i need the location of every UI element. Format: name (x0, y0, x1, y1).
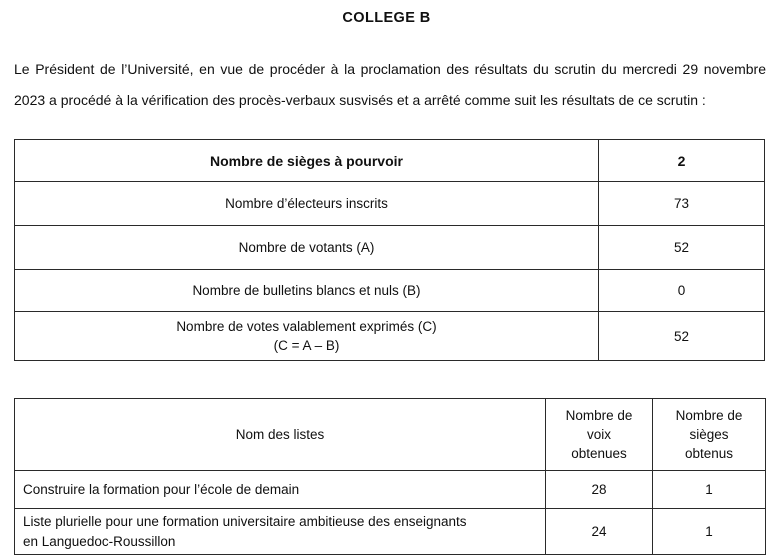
list-name-cell (15, 509, 546, 555)
lists-header-seats (653, 399, 766, 471)
table-row (15, 509, 766, 555)
table-row (15, 270, 765, 312)
results-value-voters: 52 (599, 226, 765, 270)
intro-paragraph (14, 54, 766, 116)
results-value-blank-null: 0 (599, 270, 765, 312)
lists-header-seats-line3: obtenus (684, 446, 734, 461)
lists-header-votes-line3: obtenues (571, 446, 627, 461)
list-seats-cell: 1 (653, 471, 766, 509)
table-row (15, 312, 765, 361)
list-votes-cell: 28 (546, 471, 653, 509)
table-row (15, 226, 765, 270)
lists-header-name: Nom des listes (15, 399, 546, 471)
table-row (15, 182, 765, 226)
list-name-cell (15, 471, 546, 509)
lists-header-votes (546, 399, 653, 471)
results-value-registered-voters: 73 (599, 182, 765, 226)
table-row (15, 140, 765, 182)
intro-line-1: Le Président de l’Université, en vue de procéder à la proclamation des résultats du scrutin du mercredi 29 novembre (14, 61, 766, 77)
lists-header-votes-line2: voix (586, 427, 611, 442)
results-label-valid-votes-formula: (C = A – B) (273, 338, 340, 353)
results-label-blank-null: Nombre de bulletins blancs et nuls (B) (15, 270, 599, 312)
list-name-line2: en Languedoc-Roussillon (23, 533, 176, 549)
results-label-valid-votes-main: Nombre de votes valablement exprimés (C) (176, 319, 437, 334)
results-label-registered-voters: Nombre d’électeurs inscrits (15, 182, 599, 226)
intro-line-2: 2023 a procédé à la vérification des procès-verbaux susvisés et a arrêté comme suit les résultats de ce scrutin : (14, 92, 706, 108)
results-value-seats-available: 2 (599, 140, 765, 182)
table-row (15, 471, 766, 509)
results-table (14, 139, 765, 361)
results-label-seats-available: Nombre de sièges à pourvoir (15, 140, 599, 182)
results-label-valid-votes (15, 312, 599, 361)
lists-header-seats-line2: sièges (689, 427, 729, 442)
list-name-line1: Liste plurielle pour une formation universitaire ambitieuse des enseignants (23, 513, 467, 529)
list-seats-cell: 1 (653, 509, 766, 555)
lists-header-seats-line1: Nombre de (675, 408, 743, 423)
lists-header-votes-line1: Nombre de (565, 408, 633, 423)
table-header-row (15, 399, 766, 471)
list-votes-cell: 24 (546, 509, 653, 555)
list-name-line1: Construire la formation pour l’école de demain (23, 481, 300, 497)
results-value-valid-votes: 52 (599, 312, 765, 361)
results-label-voters: Nombre de votants (A) (15, 226, 599, 270)
lists-table (14, 398, 766, 555)
page-title: COLLEGE B (342, 10, 431, 26)
